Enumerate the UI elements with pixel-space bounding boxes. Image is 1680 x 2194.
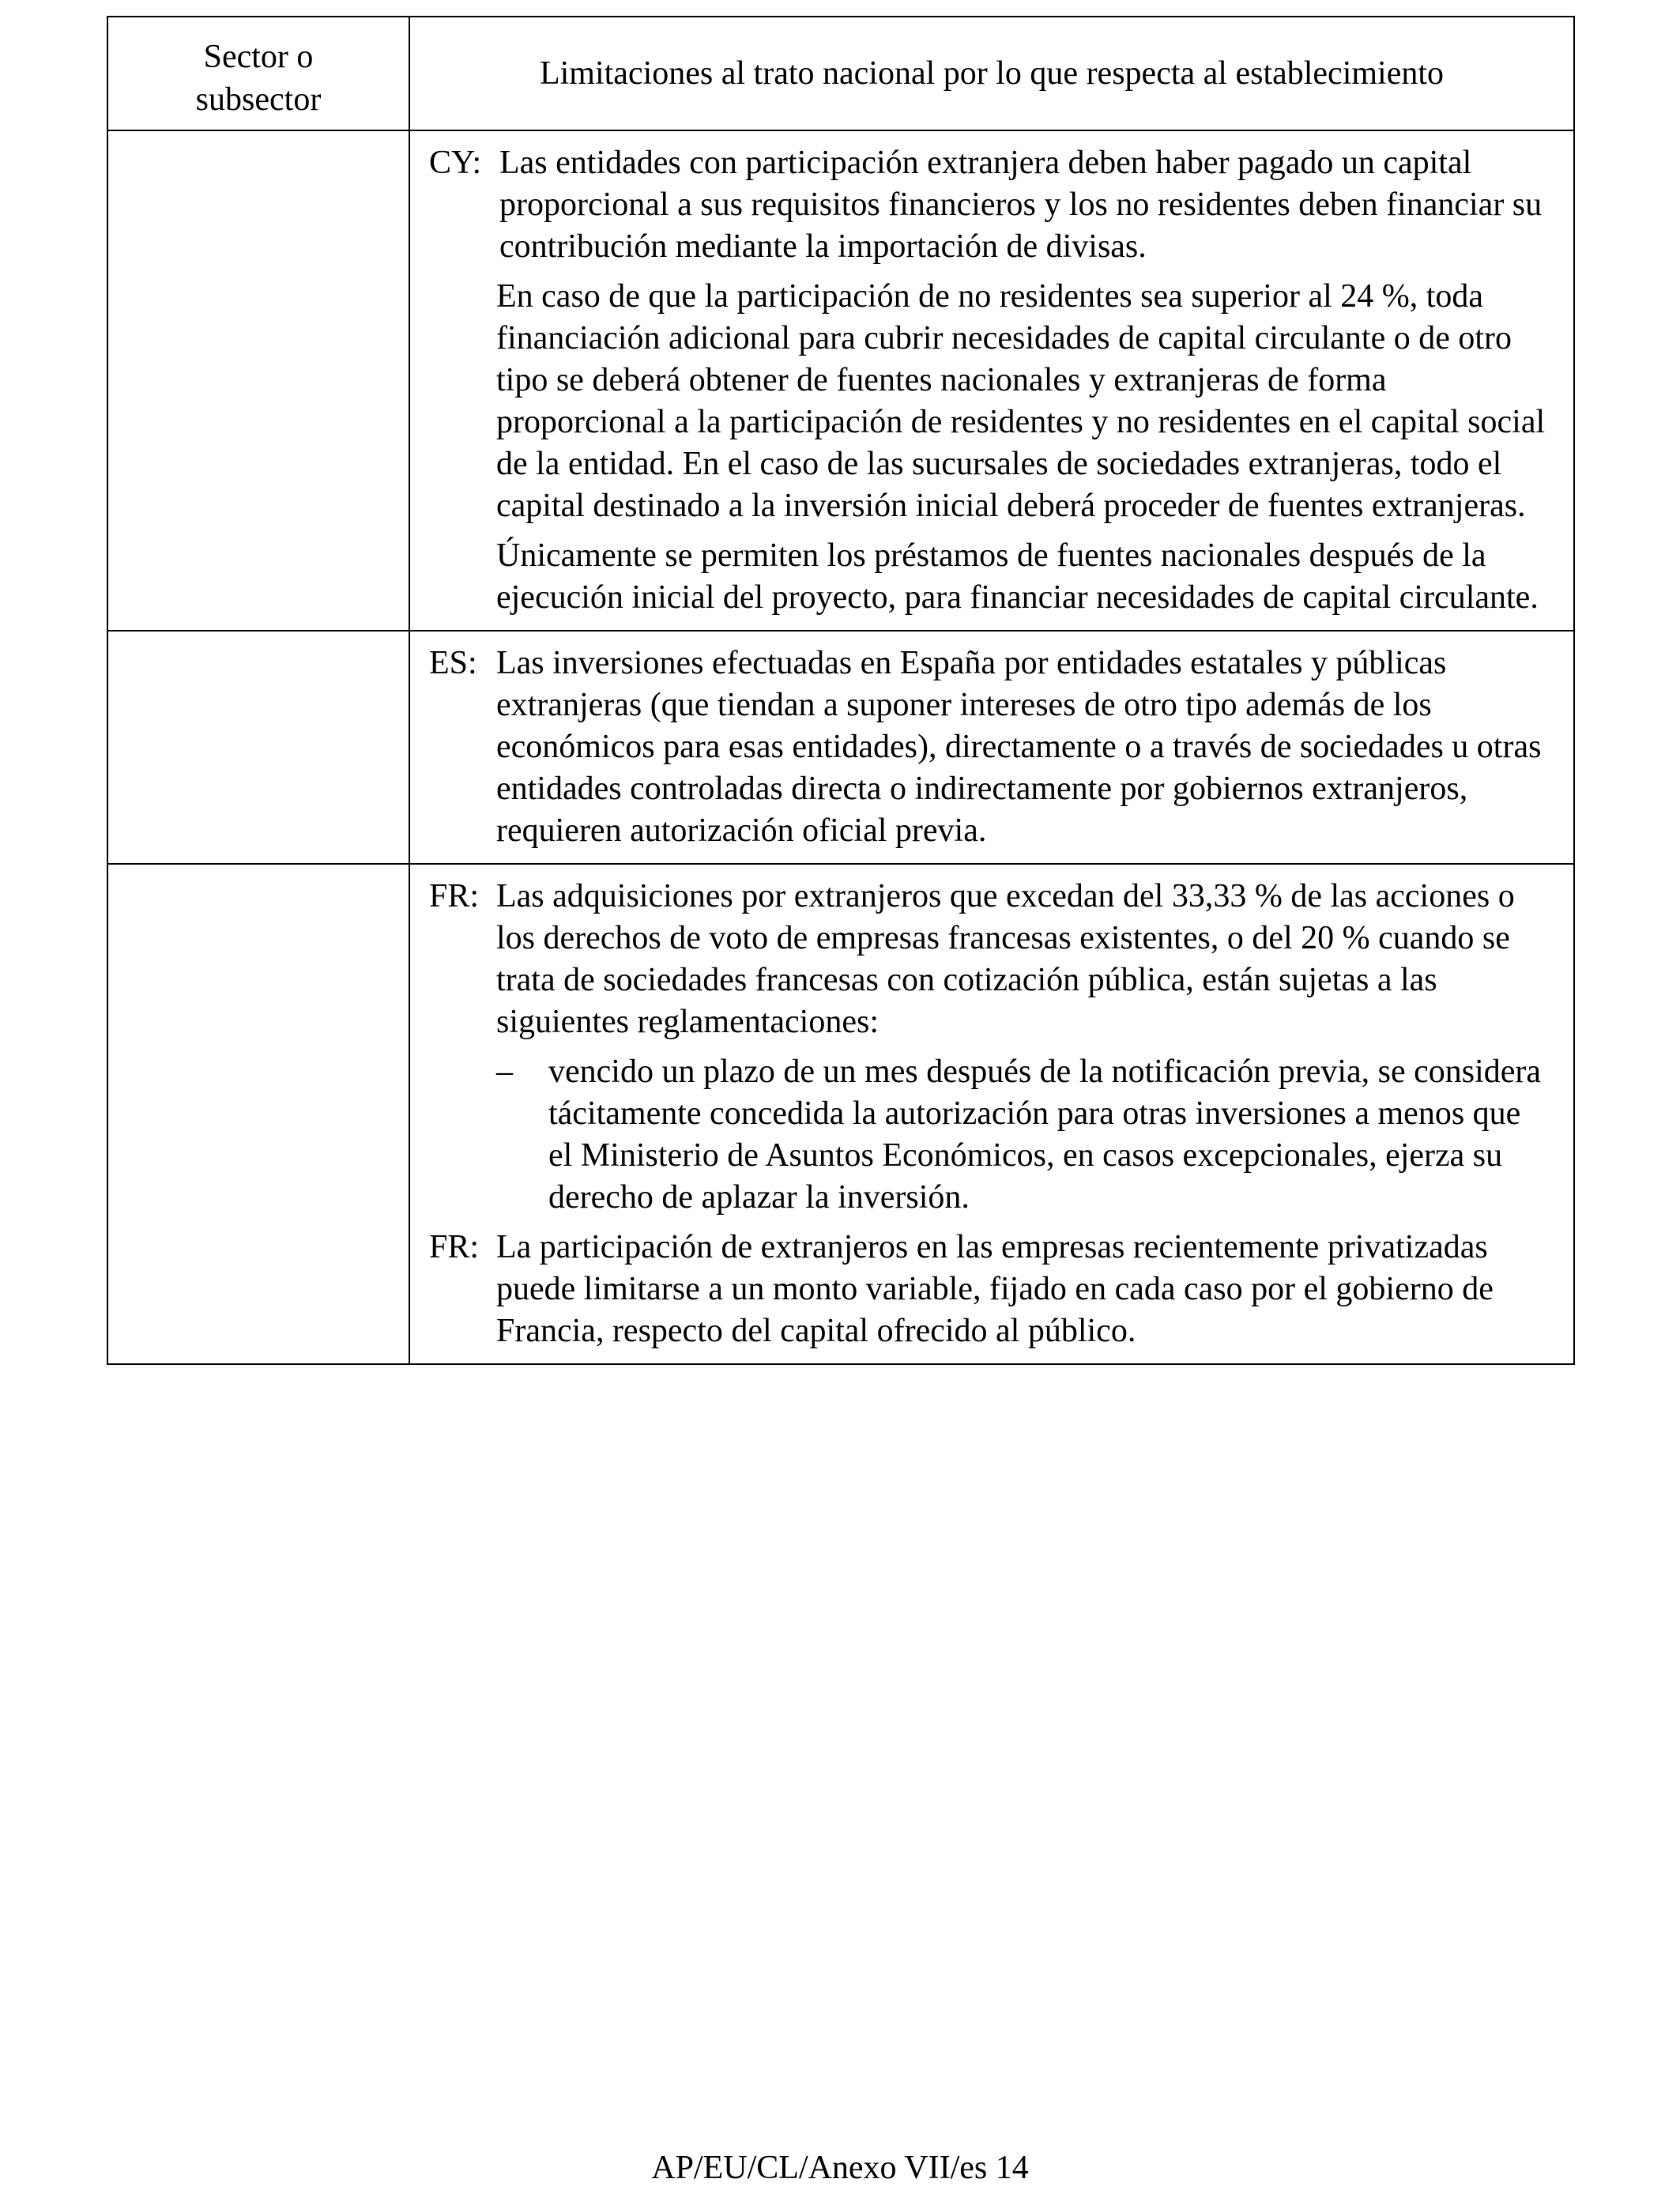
paragraph: Las adquisiciones por extranjeros que excedan del 33,33 % de las acciones o los derechos de voto de empresas francesas existentes, o del 20 % cuando se trata de sociedades francesas con cotización pública, están sujetas a las siguientes reglamentaciones:: [496, 878, 1515, 1040]
country-code: FR:: [429, 878, 480, 914]
table-header-row: [107, 17, 1574, 130]
sector-cell: [107, 864, 409, 1364]
paragraph: La participación de extranjeros en las empresas recientemente privatizadas puede limitarse a un monto variable, fijado en cada caso por el gobierno de Francia, respecto del capital ofrecido al público.: [496, 1229, 1494, 1349]
paragraph: Las entidades con participación extranjera deben haber pagado un capital proporcional a sus requisitos financieros y los no residentes deben financiar su contribución mediante la importación de divisas.: [499, 145, 1543, 265]
table-row: [107, 130, 1574, 631]
table-row: [107, 631, 1574, 864]
country-code: FR:: [429, 1229, 480, 1265]
header-sector: [107, 17, 409, 130]
limitation-cell-es: [409, 631, 1574, 864]
header-sector-line2: subsector: [195, 81, 322, 118]
limitation-cell-cy: [409, 130, 1574, 631]
table-row: [107, 864, 1574, 1364]
sector-cell: [107, 130, 409, 631]
header-sector-line1: Sector o: [203, 39, 314, 75]
bullet-text: vencido un plazo de un mes después de la notificación previa, se considera tácitamente concedida la autorización para otras inversiones a menos que el Ministerio de Asuntos Económicos, en casos excepcionales, ejerza su derecho de aplazar la inversión.: [548, 1054, 1542, 1216]
country-code: CY:: [429, 145, 482, 181]
sector-cell: [107, 631, 409, 864]
bullet-dash: –: [496, 1054, 513, 1090]
page-footer: AP/EU/CL/Anexo VII/es 14: [651, 2150, 1029, 2186]
list-item: [496, 1051, 1550, 1219]
schedule-table: [107, 16, 1575, 1365]
paragraph: En caso de que la participación de no residentes sea superior al 24 %, toda financiación adicional para cubrir necesidades de capital circulante o de otro tipo se deberá obtener de fuentes nacionales y extranjeras de forma proporcional a la participación de residentes y no residentes en el capital social de la entidad. En el caso de las sucursales de sociedades extranjeras, todo el capital destinado a la inversión inicial deberá proceder de fuentes extranjeras.: [496, 278, 1546, 524]
header-limitations: Limitaciones al trato nacional por lo que respecta al establecimiento: [409, 17, 1574, 130]
paragraph: Las inversiones efectuadas en España por entidades estatales y públicas extranjeras (que tiendan a suponer intereses de otro tipo además de los económicos para esas entidades), directamente o a través de sociedades u otras entidades controladas directa o indirectamente por gobiernos extranjeros, requieren autorización oficial previa.: [496, 645, 1542, 849]
paragraph: Únicamente se permiten los préstamos de fuentes nacionales después de la ejecución inicial del proyecto, para financiar necesidades de capital circulante.: [496, 537, 1539, 616]
limitation-cell-fr: [409, 864, 1574, 1364]
country-code: ES:: [429, 645, 477, 681]
